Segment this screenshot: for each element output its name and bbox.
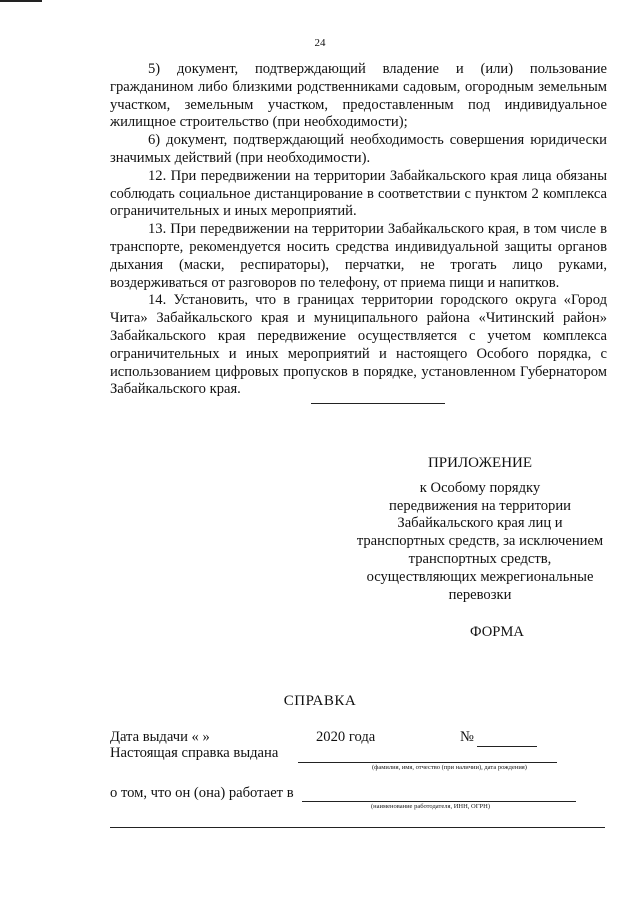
corner-scan-mark [0, 0, 42, 2]
number-field-line[interactable] [477, 746, 537, 747]
appendix-block [330, 455, 630, 604]
appendix-line: осуществляющих межрегиональные [366, 568, 594, 585]
appendix-line: транспортных средств, за исключением [356, 533, 604, 550]
paragraph-14: 14. Установить, что в границах территории городского округа «Город Чита» Забайкальского края и муниципального района «Читинский район» Забайкальского края передвижение осуществляется с учетом комплекса ограничительных и иных мероприятий и настоящего Особого порядка, с использованием цифровых пропусков в порядке, установленном Губернатором Забайкальского края. [110, 292, 607, 398]
year-label: 2020 года [316, 729, 376, 745]
page-number: 24 [314, 37, 326, 49]
issued-to-hint: (фамилия, имя, отчество (при наличии), дата рождения) [372, 764, 527, 771]
paragraph-item-5: 5) документ, подтверждающий владение и (или) пользование гражданином либо близкими родственниками садовым, огородным земельным участком, земельным участком, предоставленным под индивидуальное жилищное строительство (при необходимости); [110, 61, 607, 131]
appendix-line: передвижения на территории [389, 497, 571, 514]
appendix-line: Забайкальского края лиц и [397, 515, 563, 532]
section-separator [311, 403, 445, 404]
paragraph-12: 12. При передвижении на территории Забайкальского края лица обязаны соблюдать социальное дистанцирование в соответствии с пунктом 2 комплекса ограничительных и иных мероприятий. [110, 167, 607, 220]
issue-date-label: Дата выдачи « » [110, 729, 210, 745]
paragraph-item-6: 6) документ, подтверждающий необходимость совершения юридически значимых действий (при необходимости). [110, 132, 607, 166]
certificate-title: СПРАВКА [283, 693, 357, 709]
appendix-title: ПРИЛОЖЕНИЕ [427, 455, 533, 471]
extra-field-line[interactable] [110, 827, 605, 828]
number-label: № [460, 729, 474, 745]
appendix-line: транспортных средств, [408, 550, 552, 567]
employer-hint: (наименование работодателя, ИНН, ОГРН) [371, 803, 490, 810]
form-label: ФОРМА [470, 624, 524, 640]
employer-label: о том, что он (она) работает в [110, 785, 294, 801]
employer-field-line[interactable] [302, 801, 576, 802]
appendix-line: перевозки [448, 586, 512, 603]
issued-to-label: Настоящая справка выдана [110, 745, 279, 761]
body-text [110, 61, 607, 399]
paragraph-13: 13. При передвижении на территории Забайкальского края, в том числе в транспорте, рекомендуется носить средства индивидуальной защиты органов дыхания (маски, респираторы), перчатки, не трогать лицо руками, воздерживаться от разговоров по телефону, от приема пищи и напитков. [110, 221, 607, 291]
appendix-line: к Особому порядку [419, 479, 541, 496]
issued-to-field-line[interactable] [298, 762, 557, 763]
